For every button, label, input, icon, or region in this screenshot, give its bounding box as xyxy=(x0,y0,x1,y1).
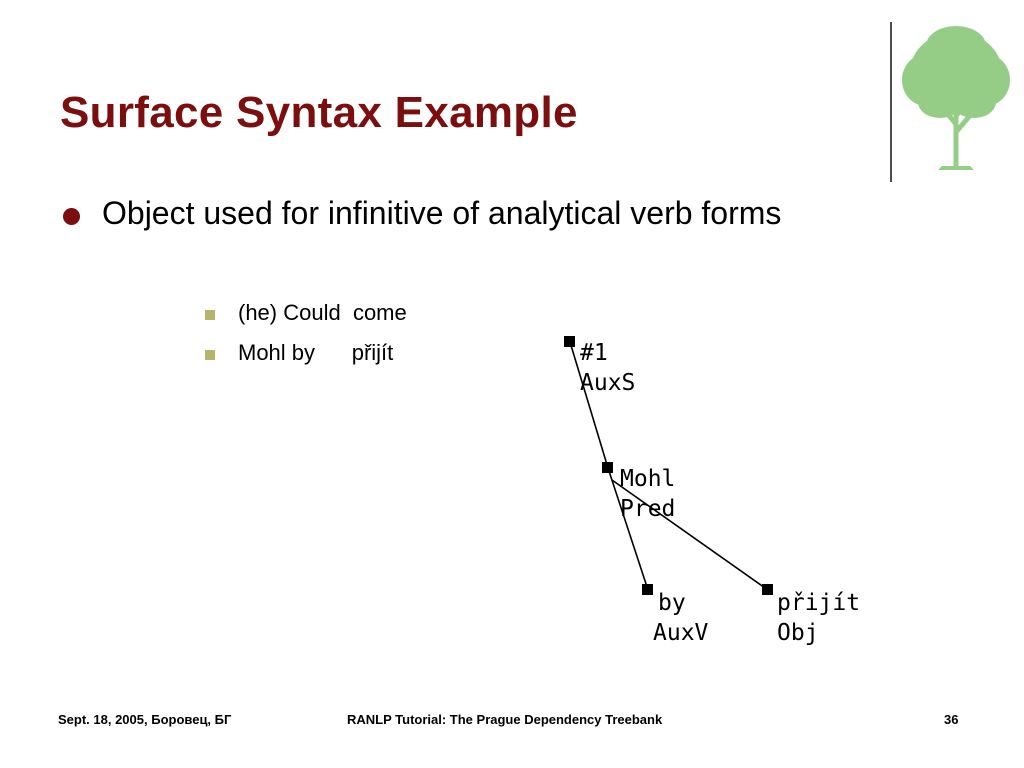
square-bullet-icon xyxy=(205,350,215,360)
tree-node-tag: Pred xyxy=(620,496,676,522)
footer-title: RANLP Tutorial: The Prague Dependency Treebank xyxy=(347,712,663,727)
tree-node-dot xyxy=(642,584,653,595)
tree-node-tag: AuxS xyxy=(580,370,636,396)
footer-page-number: 36 xyxy=(944,712,959,727)
tree-node-tag: AuxV xyxy=(653,620,709,646)
bullet-marker-icon xyxy=(63,208,80,225)
tree-node-dot xyxy=(762,584,773,595)
tree-node-dot xyxy=(564,336,575,347)
square-bullet-icon xyxy=(205,310,215,320)
header-divider xyxy=(890,22,892,182)
tree-node-dot xyxy=(602,462,613,473)
tree-node-word: by xyxy=(658,590,686,616)
tree-logo-icon xyxy=(900,20,1012,180)
dependency-tree-diagram xyxy=(520,320,920,670)
tree-node-tag: Obj xyxy=(777,620,819,646)
page-title: Surface Syntax Example xyxy=(60,88,578,137)
footer-date: Sept. 18, 2005, Боровец, БГ xyxy=(58,712,232,727)
bullet-level1 xyxy=(58,192,908,234)
bullet-level2-text: (he) Could come xyxy=(238,300,407,325)
tree-node-word: přijít xyxy=(777,590,861,616)
tree-node-word: #1 xyxy=(580,340,608,366)
bullet-level1-text: Object used for infinitive of analytical verb forms xyxy=(102,195,782,231)
tree-node-word: Mohl xyxy=(620,466,676,492)
slide-footer xyxy=(0,712,1024,736)
bullet-level2-text: Mohl by přijít xyxy=(238,340,394,365)
